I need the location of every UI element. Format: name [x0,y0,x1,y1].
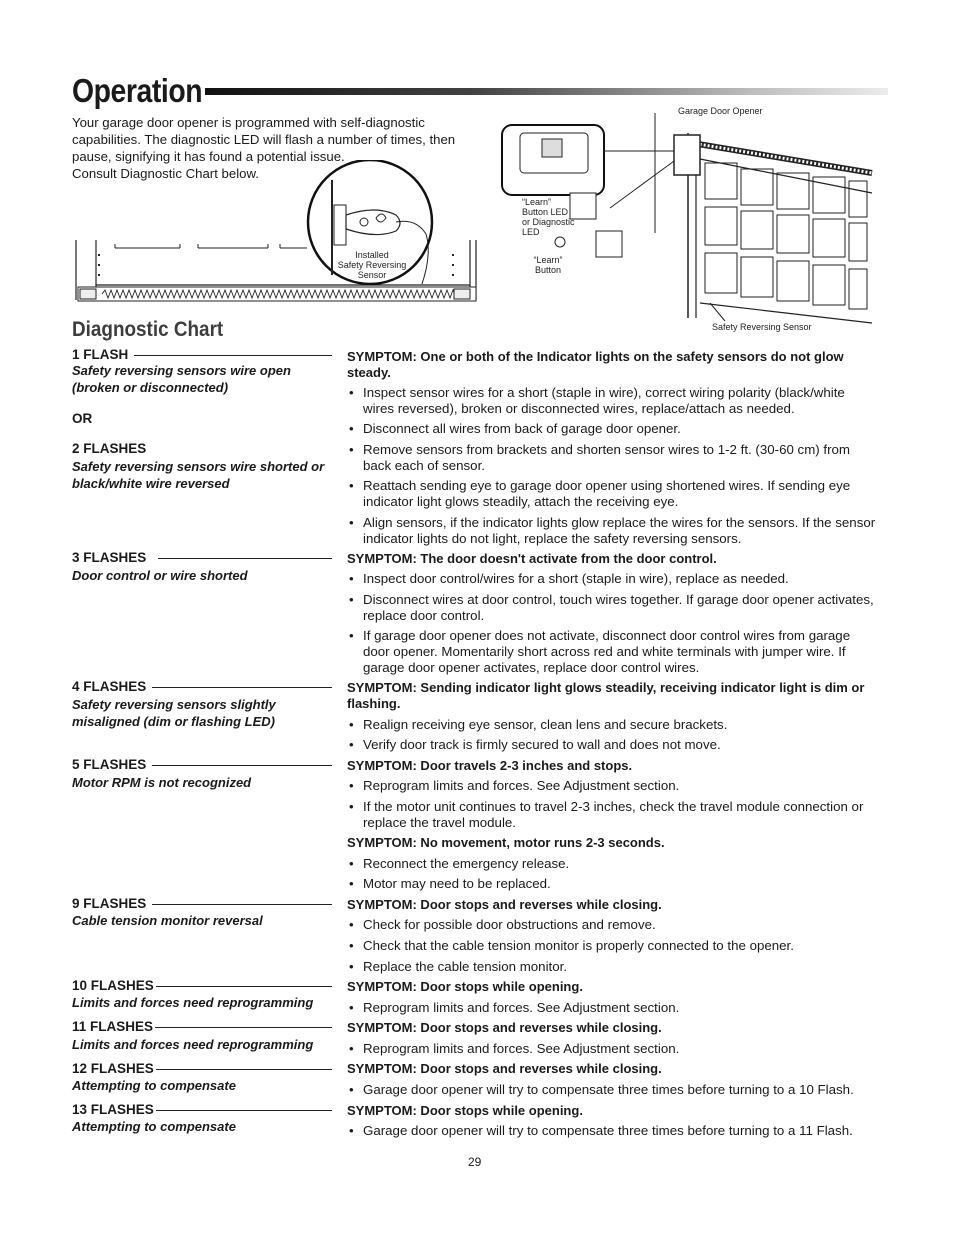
remedy-bullet [347,737,887,753]
flash-code-description [72,1077,334,1094]
label-line: Safety Reversing [337,260,407,270]
symptom-line: flashing. [347,696,401,711]
learn-button-label [528,255,568,275]
remedy-bullet [347,876,887,892]
bullet-line: Remove sensors from brackets and shorten sensor wires to 1-2 ft. (30-60 cm) from [363,442,850,457]
bullet-line: back each of sensor. [363,458,485,473]
bullet-dot: • [349,856,354,871]
bullet-line: Replace the cable tension monitor. [363,959,568,974]
bullet-line: Check that the cable tension monitor is properly connected to the opener. [363,938,794,953]
symptom-text [347,1020,887,1036]
remedy-bullet [347,799,887,831]
desc-line: Safety reversing sensors wire open [72,363,291,378]
remedy-bullet [347,938,887,954]
flash-code-label: 4 FLASHES [72,679,147,694]
desc-line: (broken or disconnected) [72,380,229,395]
bullet-dot: • [349,1123,354,1138]
remedy-bullet [347,959,887,975]
title-rule [205,88,888,95]
remedy-bullet [347,1000,887,1016]
remedy-bullet [347,717,887,733]
bullet-line: Reprogram limits and forces. See Adjustment section. [363,1000,680,1015]
symptom-line: SYMPTOM: One or both of the Indicator lights on the safety sensors do not glow [347,349,844,364]
bullet-line: Inspect sensor wires for a short (staple in wire), correct wiring polarity (black/white [363,385,845,400]
bullet-dot: • [349,1082,354,1097]
page-title: Operation [72,72,203,109]
remedy-bullet [347,571,887,587]
label-line: Sensor [357,270,387,280]
symptom-text [347,1061,887,1077]
door-bottom-illustration [72,160,482,310]
bullet-line: Reattach sending eye to garage door opener using shortened wires. If sending eye [363,478,851,493]
desc-line: Limits and forces need reprogramming [72,995,314,1010]
bullet-line: Reprogram limits and forces. See Adjustment section. [363,778,680,793]
desc-line: Cable tension monitor reversal [72,913,263,928]
bullet-dot: • [349,628,354,643]
remedy-bullet [347,385,887,417]
flash-code-heading [72,1102,332,1117]
bullet-line: Motor may need to be replaced. [363,876,551,891]
bullet-line: Verify door track is firmly secured to wall and does not move. [363,737,721,752]
section-title: Diagnostic Chart [72,318,224,341]
remedy-bullet [347,421,887,437]
or-label: OR [72,411,93,426]
bullet-line: garage door opener activates, replace door control wires. [363,660,700,675]
flash-code-heading [72,1061,332,1076]
bullet-dot: • [349,938,354,953]
flash-code-description [72,362,334,396]
flash-code-heading [72,896,332,911]
bullet-dot: • [349,571,354,586]
label-line: Installed [355,250,389,260]
bullet-line: If the motor unit continues to travel 2-3 inches, check the travel module connection or [363,799,864,814]
remedy-bullet [347,1123,887,1139]
bullet-line: indicator lights do not light, replace the safety reversing sensors. [363,531,742,546]
desc-line: Attempting to compensate [72,1119,236,1134]
flash-code-description [72,567,334,584]
intro-line: Your garage door opener is programmed with self-diagnostic [72,115,425,130]
symptom-line: SYMPTOM: No movement, motor runs 2-3 seconds. [347,835,665,850]
symptom-line: steady. [347,365,391,380]
desc-line: black/white wire reversed [72,476,230,491]
label-line: Button LED [522,207,569,217]
desc-line: Motor RPM is not recognized [72,775,252,790]
flash-code-label: 11 FLASHES [72,1019,154,1034]
remedy-bullet [347,778,887,794]
flash-code-heading [72,679,332,694]
flash-code-heading [72,441,146,456]
symptom-text [347,979,887,995]
intro-line: Consult Diagnostic Chart below. [72,166,259,181]
flash-code-label: 12 FLASHES [72,1061,154,1076]
bullet-dot: • [349,515,354,530]
symptom-text [347,551,887,567]
opener-label: Garage Door Opener [678,106,763,116]
label-line: Button [534,265,562,275]
label-line: or Diagnostic [522,217,575,227]
symptom-text [347,758,887,774]
symptom-line: SYMPTOM: Door stops and reverses while closing. [347,1020,662,1035]
remedy-bullet [347,1082,887,1098]
flash-code-label: 3 FLASHES [72,550,147,565]
learn-led-label [522,197,580,237]
intro-line: pause, signifying it has found a potential issue. [72,149,345,164]
symptom-text [347,897,887,913]
flash-code-heading [72,1019,332,1034]
flash-code-description [72,458,334,492]
flash-code-heading [72,757,332,772]
bullet-dot: • [349,592,354,607]
bullet-line: door opener. Momentarily short across red and white terminals with jumper wire. If [363,644,846,659]
bullet-dot: • [349,478,354,493]
bullet-line: Realign receiving eye sensor, clean lens and secure brackets. [363,717,728,732]
bullet-dot: • [349,876,354,891]
flash-code-heading [72,978,332,993]
bullet-dot: • [349,1000,354,1015]
symptom-line: SYMPTOM: Sending indicator light glows steadily, receiving indicator light is dim or [347,680,865,695]
bullet-line: Check for possible door obstructions and remove. [363,917,656,932]
flash-code-description [72,912,334,929]
flash-code-description [72,774,334,791]
symptom-text [347,680,887,712]
remedy-bullet [347,917,887,933]
desc-line: Limits and forces need reprogramming [72,1037,314,1052]
desc-line: Door control or wire shorted [72,568,248,583]
bullet-line: wires reversed), broken or disconnected wires, replace/attach as needed. [363,401,795,416]
bullet-dot: • [349,778,354,793]
label-line: “Learn” [533,255,563,265]
bullet-dot: • [349,917,354,932]
remedy-bullet [347,856,887,872]
symptom-line: SYMPTOM: Door stops and reverses while closing. [347,1061,662,1076]
symptom-line: SYMPTOM: Door stops while opening. [347,1103,583,1118]
bullet-line: Disconnect all wires from back of garage door opener. [363,421,681,436]
symptom-line: SYMPTOM: Door stops and reverses while closing. [347,897,662,912]
symptom-line: SYMPTOM: Door stops while opening. [347,979,583,994]
remedy-bullet [347,628,887,676]
bullet-dot: • [349,717,354,732]
symptom-line: SYMPTOM: Door travels 2-3 inches and stops. [347,758,633,773]
flash-code-description [72,696,334,730]
flash-code-label: 5 FLASHES [72,757,147,772]
bullet-line: indicator light glows steadily, attach the receiving eye. [363,494,679,509]
remedy-bullet [347,592,887,624]
flash-code-heading [72,550,332,565]
label-line: “Learn” [522,197,552,207]
desc-line: Safety reversing sensors slightly [72,697,276,712]
remedy-bullet [347,478,887,510]
bullet-dot: • [349,421,354,436]
flash-code-label: 1 FLASH [72,347,129,362]
remedy-bullet [347,1041,887,1057]
label-line: LED [522,227,540,237]
bullet-line: replace the travel module. [363,815,516,830]
flash-code-heading [72,347,332,362]
desc-line: Attempting to compensate [72,1078,236,1093]
sensor-callout-label [334,250,410,280]
bullet-dot: • [349,959,354,974]
bullet-line: Align sensors, if the indicator lights glow replace the wires for the sensors. If the sensor [363,515,876,530]
bullet-line: Inspect door control/wires for a short (staple in wire), replace as needed. [363,571,789,586]
garage-door-figure [500,103,890,336]
bullet-dot: • [349,442,354,457]
remedy-bullet [347,442,887,474]
flash-code-label: 9 FLASHES [72,896,147,911]
symptom-text [347,349,887,381]
bullet-line: replace door control. [363,608,485,623]
page-number: 29 [468,1155,482,1169]
flash-code-description [72,994,334,1011]
intro-line: capabilities. The diagnostic LED will flash a number of times, then [72,132,456,147]
flash-code-description [72,1036,334,1053]
flash-code-description [72,1118,334,1135]
desc-line: misaligned (dim or flashing LED) [72,714,275,729]
bullet-line: If garage door opener does not activate, disconnect door control wires from garage [363,628,851,643]
bullet-line: Garage door opener will try to compensate three times before turning to a 10 Flash. [363,1082,854,1097]
symptom-line: SYMPTOM: The door doesn't activate from the door control. [347,551,717,566]
desc-line: Safety reversing sensors wire shorted or [72,459,325,474]
bullet-dot: • [349,799,354,814]
flash-code-label: 13 FLASHES [72,1102,154,1117]
symptom-text [347,1103,887,1119]
bullet-dot: • [349,737,354,752]
bullet-line: Reprogram limits and forces. See Adjustment section. [363,1041,680,1056]
bullet-line: Disconnect wires at door control, touch wires together. If garage door opener activates, [363,592,874,607]
bullet-dot: • [349,1041,354,1056]
remedy-bullet [347,515,887,547]
bullet-dot: • [349,385,354,400]
symptom-text [347,835,887,851]
sensor-installation-figure [72,160,482,310]
bullet-line: Reconnect the emergency release. [363,856,570,871]
flash-code-label: 2 FLASHES [72,441,147,456]
bullet-line: Garage door opener will try to compensate three times before turning to a 11 Flash. [363,1123,853,1138]
sensor-label: Safety Reversing Sensor [712,322,812,332]
flash-code-label: 10 FLASHES [72,978,154,993]
